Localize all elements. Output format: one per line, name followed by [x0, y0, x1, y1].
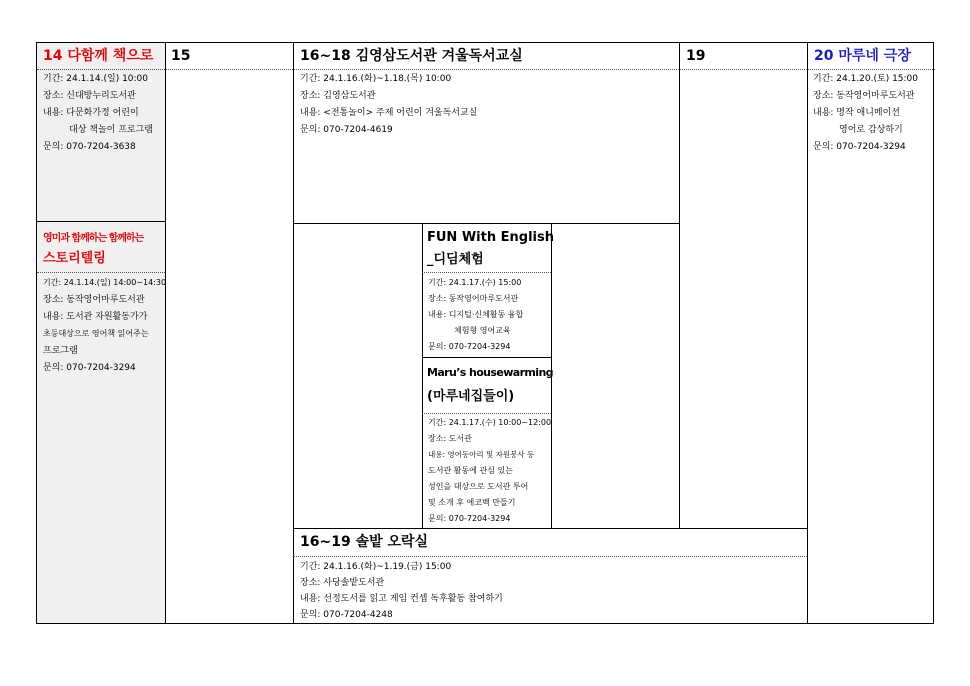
event-line: 기간: 24.1.16.(화)~1.18.(목) 10:00 — [300, 74, 452, 84]
event-line: 내용: 명작 애니메이션 — [813, 108, 901, 118]
event-line: 기간: 24.1.20.(토) 15:00 — [813, 74, 919, 84]
header-separator — [37, 69, 935, 70]
event-line: 프로그램 — [43, 346, 78, 356]
event-line: 기간: 24.1.14.(일) 14:00~14:30 — [43, 278, 167, 287]
event-housewarming-title-2: (마루네집들이) — [427, 389, 515, 404]
calendar-week — [36, 42, 934, 624]
row-divider — [293, 528, 807, 529]
event-line: 내용: 디지털·신체활동 융합 — [428, 310, 524, 319]
event-storytelling-title: 영미과 함께하는 함께하는 — [43, 233, 144, 244]
day-20-header — [808, 44, 935, 68]
event-line: 장소: 사당솔밭도서관 — [300, 578, 385, 588]
event-line: 문의: 070-7204-4619 — [300, 125, 393, 135]
event-line: 장소: 도서관 — [428, 434, 472, 443]
event-winter-reading-title: 16~18 김영삼도서관 겨울독서교실 — [300, 48, 523, 64]
event-line: 도서관 활동에 관심 있는 — [428, 466, 513, 475]
event-line: 내용: 다문화가정 어린이 — [43, 108, 139, 118]
col-divider — [679, 43, 680, 529]
event-line: 문의: 070-7204-4248 — [300, 610, 393, 620]
header-separator — [422, 272, 551, 273]
row-divider — [37, 221, 165, 222]
event-line: 내용: <전통놀이> 주제 어린이 겨울독서교실 — [300, 108, 478, 118]
event-line: 기간: 24.1.17.(수) 10:00~12:00 — [428, 418, 552, 427]
event-line: 장소: 동작영어마루도서관 — [813, 91, 915, 101]
header-separator — [37, 272, 165, 273]
row-divider — [422, 357, 551, 358]
col-divider — [807, 43, 808, 623]
event-line: 내용: 도서관 자원활동가가 — [43, 312, 148, 322]
event-housewarming-title: Maru’s housewarming — [427, 366, 553, 379]
event-arcade-title: 16~19 솔밭 오락실 — [300, 534, 429, 550]
day-number: 14 — [43, 48, 63, 64]
event-line: 문의: 070-7204-3294 — [813, 142, 906, 152]
header-separator — [293, 556, 807, 557]
event-line: 기간: 24.1.14.(일) 10:00 — [43, 74, 149, 84]
event-line: 및 소개 후 에코백 만들기 — [428, 498, 516, 507]
day-15-header: 15 — [171, 48, 191, 64]
day-number: 20 — [814, 48, 834, 64]
event-line: 기간: 24.1.17.(수) 15:00 — [428, 278, 522, 287]
row-divider — [293, 223, 679, 224]
event-fun-english-title-2: _디딤체험 — [427, 252, 484, 267]
event-line: 장소: 동작영어마루도서관 — [43, 295, 145, 305]
event-line: 문의: 070-7204-3294 — [43, 363, 136, 373]
event-line: 장소: 김영삼도서관 — [300, 91, 376, 101]
event-line: 영어로 감상하기 — [839, 125, 903, 135]
event-line: 대상 책놀이 프로그램 — [69, 125, 153, 135]
event-title: 다함께 책으로 — [67, 48, 154, 64]
day-19-header: 19 — [686, 48, 706, 64]
event-line: 체험형 영어교육 — [454, 326, 511, 335]
event-line: 내용: 영어동아리 및 자원봉사 등 — [428, 450, 535, 459]
event-line: 문의: 070-7204-3638 — [43, 142, 136, 152]
event-line: 내용: 선정도서를 읽고 게임 컨셉 독후활동 참여하기 — [300, 594, 503, 604]
event-line: 문의: 070-7204-3294 — [428, 342, 511, 351]
event-line: 초등대상으로 영어책 읽어주는 — [43, 329, 149, 338]
day-14-header — [37, 44, 165, 68]
event-storytelling-title-2: 스토리텔링 — [43, 251, 106, 266]
event-fun-english-title: FUN With English — [427, 230, 554, 245]
col-divider — [165, 43, 166, 623]
event-line: 문의: 070-7204-3294 — [428, 514, 511, 523]
event-line: 기간: 24.1.16.(화)~1.19.(금) 15:00 — [300, 562, 452, 572]
event-title: 마루네 극장 — [838, 48, 911, 64]
event-line: 성인을 대상으로 도서관 투어 — [428, 482, 529, 491]
header-separator — [422, 413, 551, 414]
event-line: 장소: 동작영어마루도서관 — [428, 294, 519, 303]
event-line: 장소: 신대방누리도서관 — [43, 91, 136, 101]
